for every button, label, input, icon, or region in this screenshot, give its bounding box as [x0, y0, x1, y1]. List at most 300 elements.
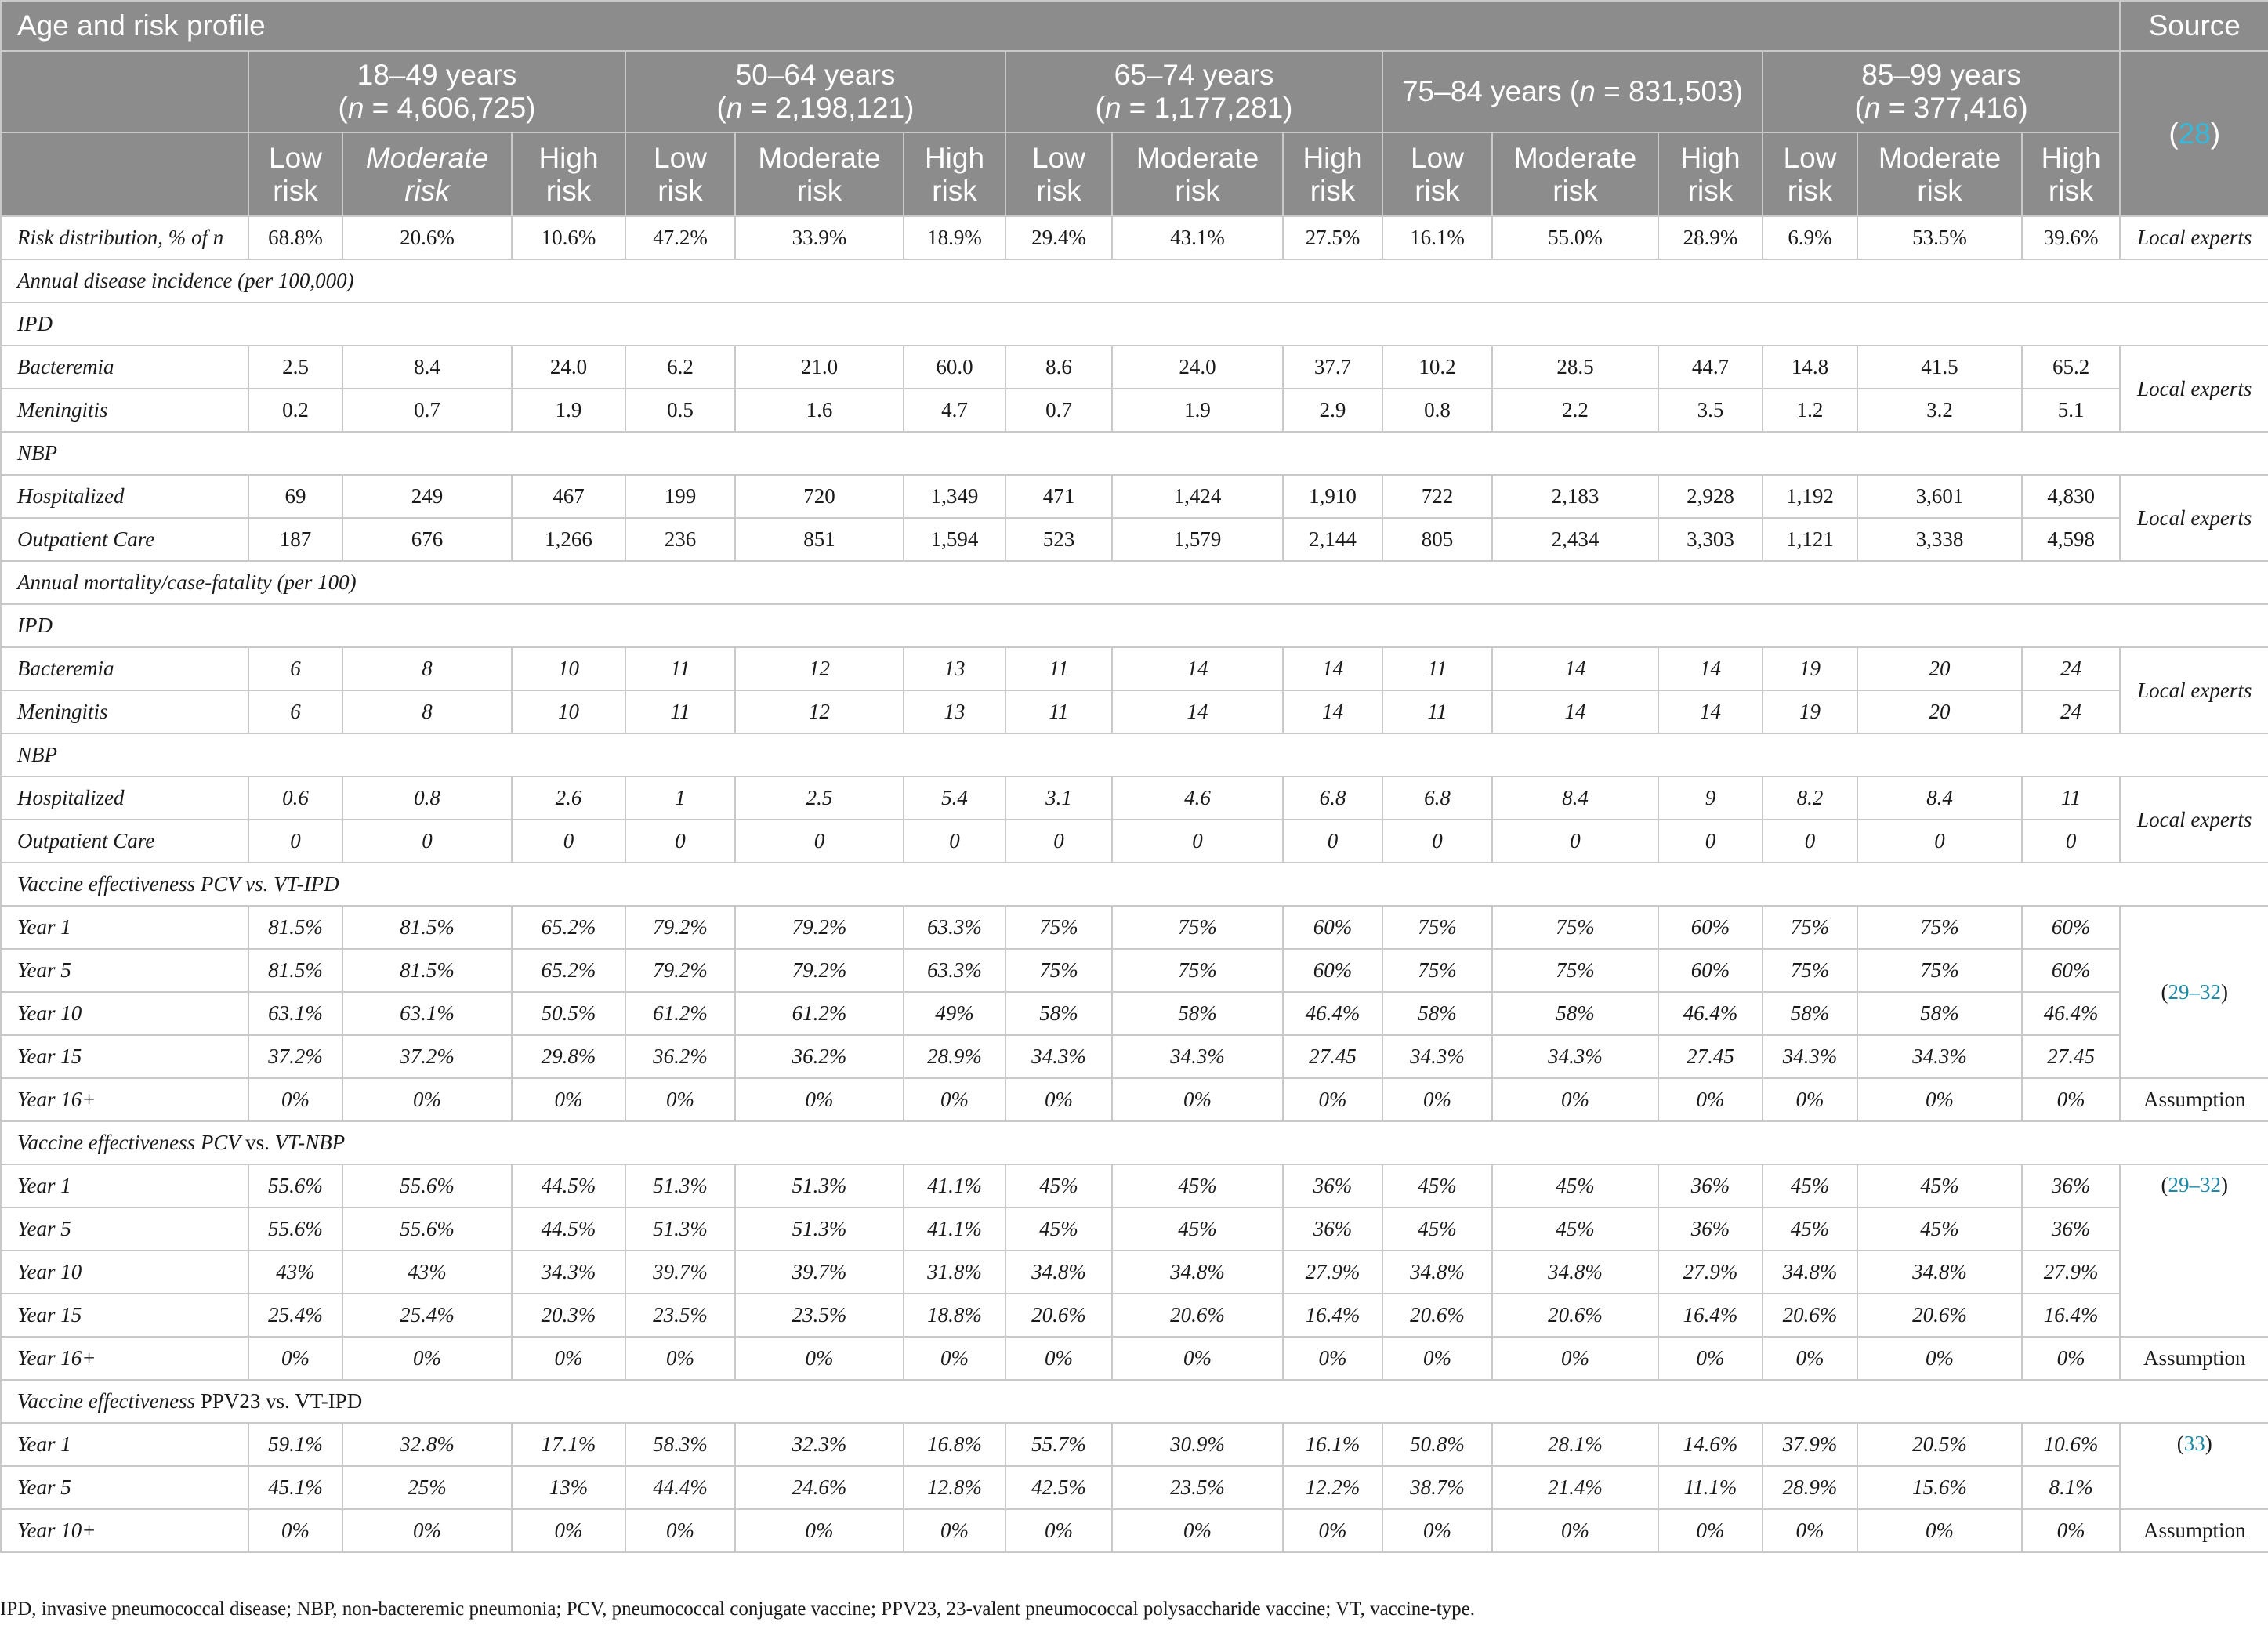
row-label: Meningitis [1, 389, 248, 432]
table-cell: 36% [1658, 1164, 1763, 1207]
risk-level-header [512, 132, 625, 216]
section-text: Annual mortality/case-fatality (per 100) [17, 570, 357, 594]
citation-link[interactable]: 32 [2199, 979, 2221, 1004]
risk-word: risk [1175, 174, 1220, 207]
table-cell: 75% [1492, 906, 1658, 949]
table-cell: 3.2 [1857, 389, 2022, 432]
table-cell: 851 [735, 518, 904, 561]
table-cell: 45.1% [248, 1466, 342, 1509]
n-value: = 4,606,725) [364, 92, 536, 124]
paren: ) [2205, 1432, 2212, 1455]
table-cell: 10.2 [1382, 346, 1492, 389]
section-text: Vaccine effectiveness PCV [17, 872, 246, 896]
risk-word: risk [1310, 174, 1356, 207]
table-cell: 60% [1658, 949, 1763, 992]
risk-word: High [1680, 141, 1741, 174]
table-cell: 51.3% [735, 1207, 904, 1251]
table-cell: 37.2% [248, 1035, 342, 1078]
table-cell: 41.1% [904, 1164, 1005, 1207]
table-cell: 14.8 [1763, 346, 1857, 389]
n-label: n [347, 92, 364, 124]
table-cell: 17.1% [512, 1423, 625, 1466]
table-cell: 45% [1005, 1164, 1112, 1207]
table-cell: 0% [735, 1337, 904, 1380]
table-cell: 79.2% [625, 906, 735, 949]
table-row [1, 389, 2268, 432]
row-label: Year 5 [1, 1466, 248, 1509]
table-cell: 45% [1005, 1207, 1112, 1251]
risk-word: Low [1032, 141, 1085, 174]
table-cell: 32.8% [342, 1423, 512, 1466]
table-cell: 3,601 [1857, 475, 2022, 518]
age-group-header [625, 51, 1005, 132]
citation-dash: – [2189, 1173, 2200, 1196]
table-cell: 60% [1658, 906, 1763, 949]
table-cell: 34.8% [1857, 1251, 2022, 1294]
section-row [1, 432, 2268, 475]
table-cell: 16.8% [904, 1423, 1005, 1466]
risk-word: risk [1917, 174, 1962, 207]
table-cell: 18.8% [904, 1294, 1005, 1337]
table-cell: 39.7% [625, 1251, 735, 1294]
table-cell: 79.2% [735, 906, 904, 949]
table-cell: 55.6% [248, 1164, 342, 1207]
table-cell: 720 [735, 475, 904, 518]
table-cell: 467 [512, 475, 625, 518]
table-cell: 49% [904, 992, 1005, 1035]
table-cell: 25% [342, 1466, 512, 1509]
table-cell: 55.6% [342, 1207, 512, 1251]
table-row [1, 216, 2268, 259]
table-cell: 20.3% [512, 1294, 625, 1337]
row-label: Year 10 [1, 992, 248, 1035]
source-cell: Assumption [2120, 1509, 2268, 1552]
row-label: Year 10 [1, 1251, 248, 1294]
table-cell: 5.1 [2022, 389, 2120, 432]
risk-word: risk [932, 174, 977, 207]
table-cell: 20 [1857, 647, 2022, 690]
table-cell: 10 [512, 647, 625, 690]
table-cell: 61.2% [735, 992, 904, 1035]
row-label: Year 5 [1, 1207, 248, 1251]
table-cell: 43% [248, 1251, 342, 1294]
row-label: Year 16+ [1, 1078, 248, 1121]
risk-word: Moderate [758, 141, 881, 174]
risk-word: High [1302, 141, 1363, 174]
table-cell: 41.5 [1857, 346, 2022, 389]
table-cell: 36.2% [625, 1035, 735, 1078]
table-cell: 1,192 [1763, 475, 1857, 518]
table-row [1, 1337, 2268, 1380]
table-cell: 20.6% [1492, 1294, 1658, 1337]
age-group-label: 18–49 years [357, 59, 517, 91]
section-text: NBP [17, 441, 57, 465]
table-cell: 0 [735, 820, 904, 863]
table-cell: 0 [2022, 820, 2120, 863]
table-cell: 0.8 [342, 776, 512, 820]
risk-word: risk [1552, 174, 1598, 207]
table-cell: 44.5% [512, 1207, 625, 1251]
table-cell: 55.6% [342, 1164, 512, 1207]
table-cell: 65.2 [2022, 346, 2120, 389]
table-cell: 523 [1005, 518, 1112, 561]
table-cell: 63.3% [904, 906, 1005, 949]
table-cell: 0% [1112, 1509, 1283, 1552]
table-cell: 21.4% [1492, 1466, 1658, 1509]
section-text: Annual disease incidence (per 100,000) [17, 269, 354, 292]
table-cell: 676 [342, 518, 512, 561]
table-cell: 8.4 [342, 346, 512, 389]
table-cell: 0% [342, 1337, 512, 1380]
table-cell: 0% [2022, 1337, 2120, 1380]
table-cell: 60% [1283, 906, 1382, 949]
table-cell: 75% [1112, 949, 1283, 992]
table-cell: 0% [248, 1078, 342, 1121]
row-label: Meningitis [1, 690, 248, 733]
table-cell: 2,144 [1283, 518, 1382, 561]
citation-link[interactable]: 33 [2183, 1432, 2205, 1455]
table-cell: 44.4% [625, 1466, 735, 1509]
age-group-header [1005, 51, 1382, 132]
risk-word: risk [658, 174, 703, 207]
table-cell: 2.5 [248, 346, 342, 389]
paren: ( [338, 92, 348, 124]
risk-word: Low [1783, 141, 1837, 174]
risk-level-header [1112, 132, 1283, 216]
table-cell: 0 [904, 820, 1005, 863]
table-cell: 68.8% [248, 216, 342, 259]
table-cell: 59.1% [248, 1423, 342, 1466]
table-cell: 60.0 [904, 346, 1005, 389]
section-text: PPV23 vs. VT-IPD [200, 1389, 363, 1413]
table-cell: 0% [2022, 1078, 2120, 1121]
table-cell: 0% [2022, 1509, 2120, 1552]
table-cell: 39.6% [2022, 216, 2120, 259]
table-cell: 8.2 [1763, 776, 1857, 820]
table-cell: 60% [2022, 949, 2120, 992]
table-cell: 0.5 [625, 389, 735, 432]
table-cell: 58% [1857, 992, 2022, 1035]
table-cell: 28.5 [1492, 346, 1658, 389]
table-cell: 43% [342, 1251, 512, 1294]
table-cell: 0% [625, 1078, 735, 1121]
table-cell: 45% [1382, 1207, 1492, 1251]
row-label: Year 1 [1, 1423, 248, 1466]
section-text: Vaccine effectiveness [17, 1389, 201, 1413]
section-text: NBP [17, 743, 57, 766]
table-cell: 27.45 [1283, 1035, 1382, 1078]
age-group-label: 75–84 years ( [1401, 75, 1580, 107]
table-cell: 32.3% [735, 1423, 904, 1466]
paren: ( [2176, 1432, 2184, 1455]
table-row [1, 776, 2268, 820]
table-cell: 0 [625, 820, 735, 863]
risk-word: Low [1411, 141, 1464, 174]
risk-word: risk [796, 174, 842, 207]
risk-word: risk [1415, 174, 1460, 207]
risk-word: Low [269, 141, 322, 174]
row-label: Outpatient Care [1, 518, 248, 561]
row-label: Bacteremia [1, 647, 248, 690]
row-label: Outpatient Care [1, 820, 248, 863]
table-cell: 0% [904, 1078, 1005, 1121]
table-cell: 8.1% [2022, 1466, 2120, 1509]
table-cell: 37.2% [342, 1035, 512, 1078]
table-cell: 6.9% [1763, 216, 1857, 259]
table-cell: 51.3% [625, 1207, 735, 1251]
table-cell: 46.4% [1283, 992, 1382, 1035]
row-label: Year 1 [1, 906, 248, 949]
risk-word: risk [2048, 174, 2094, 207]
table-cell: 11 [2022, 776, 2120, 820]
section-title [1, 863, 2268, 906]
table-row [1, 1164, 2268, 1207]
table-cell: 0% [1005, 1078, 1112, 1121]
table-cell: 3,338 [1857, 518, 2022, 561]
risk-level-header [2022, 132, 2120, 216]
table-cell: 75% [1857, 949, 2022, 992]
table-cell: 2,928 [1658, 475, 1763, 518]
row-label: Year 15 [1, 1294, 248, 1337]
row-label: Year 5 [1, 949, 248, 992]
table-cell: 24 [2022, 690, 2120, 733]
table-cell: 2.2 [1492, 389, 1658, 432]
table-cell: 0% [1382, 1078, 1492, 1121]
table-cell: 1 [625, 776, 735, 820]
table-cell: 34.8% [1112, 1251, 1283, 1294]
table-cell: 19 [1763, 647, 1857, 690]
table-cell: 1.6 [735, 389, 904, 432]
table-cell: 63.1% [342, 992, 512, 1035]
table-cell: 58% [1763, 992, 1857, 1035]
table-cell: 81.5% [342, 949, 512, 992]
table-cell: 16.1% [1382, 216, 1492, 259]
n-value: = 831,503) [1595, 75, 1744, 107]
table-cell: 6.2 [625, 346, 735, 389]
table-cell: 12 [735, 647, 904, 690]
table-cell: 2.6 [512, 776, 625, 820]
section-row [1, 302, 2268, 346]
source-cell: Local experts [2120, 346, 2268, 432]
risk-word: Moderate [365, 141, 489, 174]
table-cell: 34.8% [1492, 1251, 1658, 1294]
risk-level-header [1382, 132, 1492, 216]
n-value: = 1,177,281) [1121, 92, 1293, 124]
table-cell: 45% [1763, 1164, 1857, 1207]
table-cell: 36% [1658, 1207, 1763, 1251]
table-row [1, 647, 2268, 690]
section-row [1, 259, 2268, 302]
table-cell: 65.2% [512, 949, 625, 992]
paren: ( [2161, 1173, 2168, 1196]
section-title [1, 1121, 2268, 1164]
table-cell: 0% [1492, 1337, 1658, 1380]
table-cell: 8.6 [1005, 346, 1112, 389]
table-row [1, 690, 2268, 733]
table-cell: 44.5% [512, 1164, 625, 1207]
table-cell: 50.5% [512, 992, 625, 1035]
source-cell [2120, 1164, 2268, 1337]
table-cell: 14 [1283, 690, 1382, 733]
table-cell: 8.4 [1492, 776, 1658, 820]
paren: ) [2220, 1173, 2228, 1196]
risk-level-header [1857, 132, 2022, 216]
table-cell: 58.3% [625, 1423, 735, 1466]
table-cell: 805 [1382, 518, 1492, 561]
table-row [1, 1294, 2268, 1337]
risk-level-header [904, 132, 1005, 216]
table-cell: 1,424 [1112, 475, 1283, 518]
table-cell: 34.3% [1005, 1035, 1112, 1078]
table-cell: 0% [1763, 1509, 1857, 1552]
table-cell: 75% [1005, 906, 1112, 949]
risk-word: risk [1787, 174, 1833, 207]
risk-level-header [342, 132, 512, 216]
table-cell: 34.8% [1382, 1251, 1492, 1294]
table-cell: 0.7 [1005, 389, 1112, 432]
table-cell: 29.8% [512, 1035, 625, 1078]
source-cell: Local experts [2120, 647, 2268, 733]
table-cell: 34.3% [512, 1251, 625, 1294]
section-title [1, 302, 2268, 346]
table-cell: 81.5% [248, 906, 342, 949]
source-cell [2120, 1423, 2268, 1509]
table-cell: 11 [625, 690, 735, 733]
risk-word: risk [1687, 174, 1734, 207]
table-cell: 0% [1283, 1509, 1382, 1552]
table-cell: 75% [1005, 949, 1112, 992]
table-cell: 65.2% [512, 906, 625, 949]
risk-word: risk [545, 174, 592, 207]
table-cell: 28.1% [1492, 1423, 1658, 1466]
table-cell: 13 [904, 647, 1005, 690]
table-cell: 0% [904, 1509, 1005, 1552]
table-cell: 15.6% [1857, 1466, 2022, 1509]
citation-link[interactable]: 32 [2199, 1173, 2221, 1196]
table-cell: 0% [1763, 1078, 1857, 1121]
table-cell: 12.8% [904, 1466, 1005, 1509]
source-ref-header [2120, 51, 2268, 216]
section-row [1, 733, 2268, 776]
table-cell: 75% [1382, 949, 1492, 992]
n-label: n [1579, 75, 1596, 107]
table-cell: 3.5 [1658, 389, 1763, 432]
table-cell: 0 [1112, 820, 1283, 863]
risk-word: risk [1036, 174, 1081, 207]
table-cell: 1,349 [904, 475, 1005, 518]
table-cell: 20 [1857, 690, 2022, 733]
table-row [1, 820, 2268, 863]
risk-level-header [1763, 132, 1857, 216]
table-cell: 29.4% [1005, 216, 1112, 259]
table-cell: 1,579 [1112, 518, 1283, 561]
table-cell: 75% [1382, 906, 1492, 949]
table-cell: 25.4% [248, 1294, 342, 1337]
table-cell: 2.5 [735, 776, 904, 820]
table-cell: 20.6% [1005, 1294, 1112, 1337]
risk-word: Moderate [1136, 141, 1259, 174]
age-group-label: 65–74 years [1114, 59, 1274, 91]
section-row [1, 1121, 2268, 1164]
table-cell: 5.4 [904, 776, 1005, 820]
table-cell: 10.6% [512, 216, 625, 259]
section-title [1, 432, 2268, 475]
table-cell: 0% [1857, 1337, 2022, 1380]
table-cell: 14 [1658, 647, 1763, 690]
table-cell: 11 [1005, 690, 1112, 733]
table-cell: 51.3% [735, 1164, 904, 1207]
header-blank [1, 132, 248, 216]
table-cell: 34.8% [1005, 1251, 1112, 1294]
table-cell: 1,266 [512, 518, 625, 561]
table-cell: 0% [248, 1337, 342, 1380]
table-cell: 0 [1382, 820, 1492, 863]
table-cell: 75% [1763, 906, 1857, 949]
table-row [1, 949, 2268, 992]
table-cell: 28.9% [904, 1035, 1005, 1078]
table-cell: 46.4% [2022, 992, 2120, 1035]
table-cell: 23.5% [625, 1294, 735, 1337]
section-row [1, 1380, 2268, 1423]
table-cell: 27.5% [1283, 216, 1382, 259]
source-cell: Assumption [2120, 1337, 2268, 1380]
table-cell: 0% [248, 1509, 342, 1552]
age-group-header [1382, 51, 1763, 132]
citation-link[interactable]: 29 [2168, 1173, 2190, 1196]
table-cell: 0% [735, 1509, 904, 1552]
table-cell: 236 [625, 518, 735, 561]
table-cell: 39.7% [735, 1251, 904, 1294]
table-cell: 45% [1492, 1207, 1658, 1251]
table-cell: 21.0 [735, 346, 904, 389]
table-cell: 81.5% [342, 906, 512, 949]
table-row [1, 1078, 2268, 1121]
table-cell: 43.1% [1112, 216, 1283, 259]
table-cell: 0% [1112, 1337, 1283, 1380]
source-header: Source [2120, 1, 2268, 51]
risk-level-header [248, 132, 342, 216]
table-cell: 20.6% [1112, 1294, 1283, 1337]
table-row [1, 1466, 2268, 1509]
table-cell: 6 [248, 690, 342, 733]
table-cell: 20.5% [1857, 1423, 2022, 1466]
table-cell: 36.2% [735, 1035, 904, 1078]
section-title [1, 259, 2268, 302]
table-cell: 4,598 [2022, 518, 2120, 561]
table-cell: 79.2% [625, 949, 735, 992]
row-label: Hospitalized [1, 776, 248, 820]
table-row [1, 1035, 2268, 1078]
section-text: vs. [245, 872, 269, 896]
table-cell: 4.7 [904, 389, 1005, 432]
table-cell: 0 [1492, 820, 1658, 863]
risk-word: High [538, 141, 599, 174]
table-cell: 45% [1112, 1207, 1283, 1251]
n-label: n [1104, 92, 1121, 124]
row-label: Year 10+ [1, 1509, 248, 1552]
table-cell: 199 [625, 475, 735, 518]
section-text: IPD [17, 614, 53, 637]
citation-link[interactable]: 28 [2178, 117, 2211, 150]
row-label: Year 1 [1, 1164, 248, 1207]
section-row [1, 604, 2268, 647]
table-cell: 75% [1112, 906, 1283, 949]
risk-level-header [1492, 132, 1658, 216]
table-cell: 45% [1857, 1164, 2022, 1207]
paren: ( [2168, 117, 2179, 150]
citation-link[interactable]: 29 [2168, 979, 2190, 1004]
table-cell: 11 [1382, 647, 1492, 690]
